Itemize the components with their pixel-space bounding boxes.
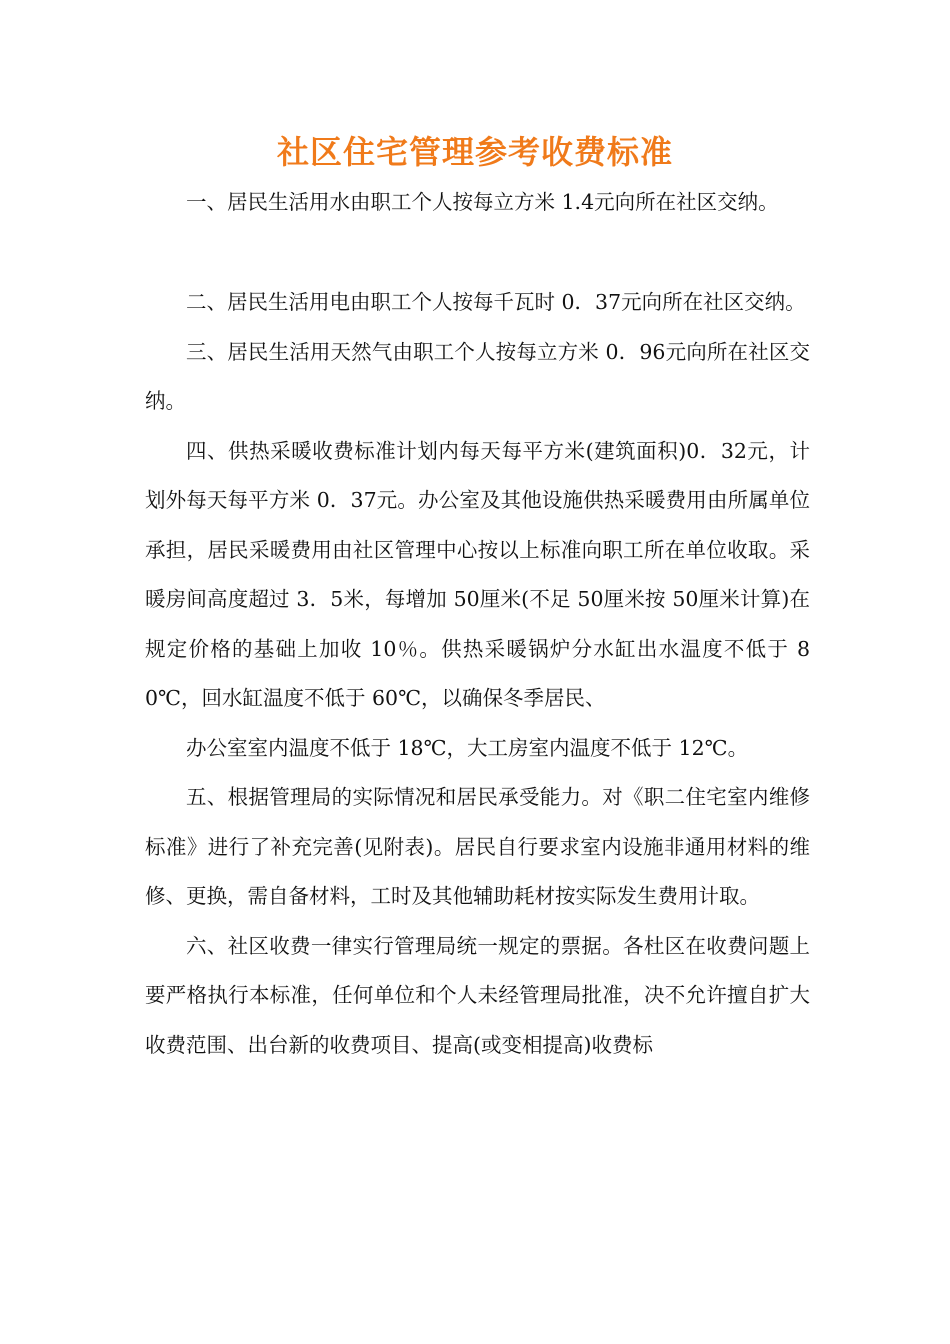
- paragraph-maintenance: 五、根据管理局的实际情况和居民承受能力。对《职二住宅室内维修标准》进行了补充完善(见附表)。居民自行要求室内设施非通用材料的维修、更换，需自备材料，工时及其他辅助耗材按实际发生费用计取。: [145, 785, 810, 908]
- paragraph-block-1: [145, 178, 810, 228]
- paragraph-electricity: 二、居民生活用电由职工个人按每千瓦时 0．37元向所在社区交纳。: [186, 290, 806, 314]
- paragraph-receipts: 六、社区收费一律实行管理局统一规定的票据。各杜区在收费问题上要严格执行本标准，任何单位和个人未经管理局批准，决不允许擅自扩大收费范围、出台新的收费项目、提高(或变相提高)收费标: [145, 933, 810, 1057]
- paragraph-gas: 三、居民生活用天然气由职工个人按每立方米 0．96元向所在社区交纳。: [145, 339, 810, 413]
- paragraph-block-2: [145, 278, 810, 1070]
- document-title: 社区住宅管理参考收费标准: [276, 133, 673, 171]
- paragraph-water: 一、居民生活用水由职工个人按每立方米 1.4元向所在社区交纳。: [186, 190, 779, 214]
- paragraph-indoor-temperature: 办公室室内温度不低于 18℃，大工房室内温度不低于 12℃。: [186, 735, 749, 760]
- paragraph-heating: 四、供热采暖收费标准计划内每天每平方米(建筑面积)0．32元，计划外每天每平方米 0．37元。办公室及其他设施供热采暖费用由所属单位承担，居民采暖费用由社区管理中心按以上标准向职工所在单位收取。采暖房间高度超过 3．5米，每增加 50厘米(不足 50厘米按 50厘米计算)在规定价格的基础上加收 10％。供热采暖锅炉分水缸出水温度不低于 80℃，回水缸温度不低于 60℃，以确保冬季居民、: [145, 438, 810, 710]
